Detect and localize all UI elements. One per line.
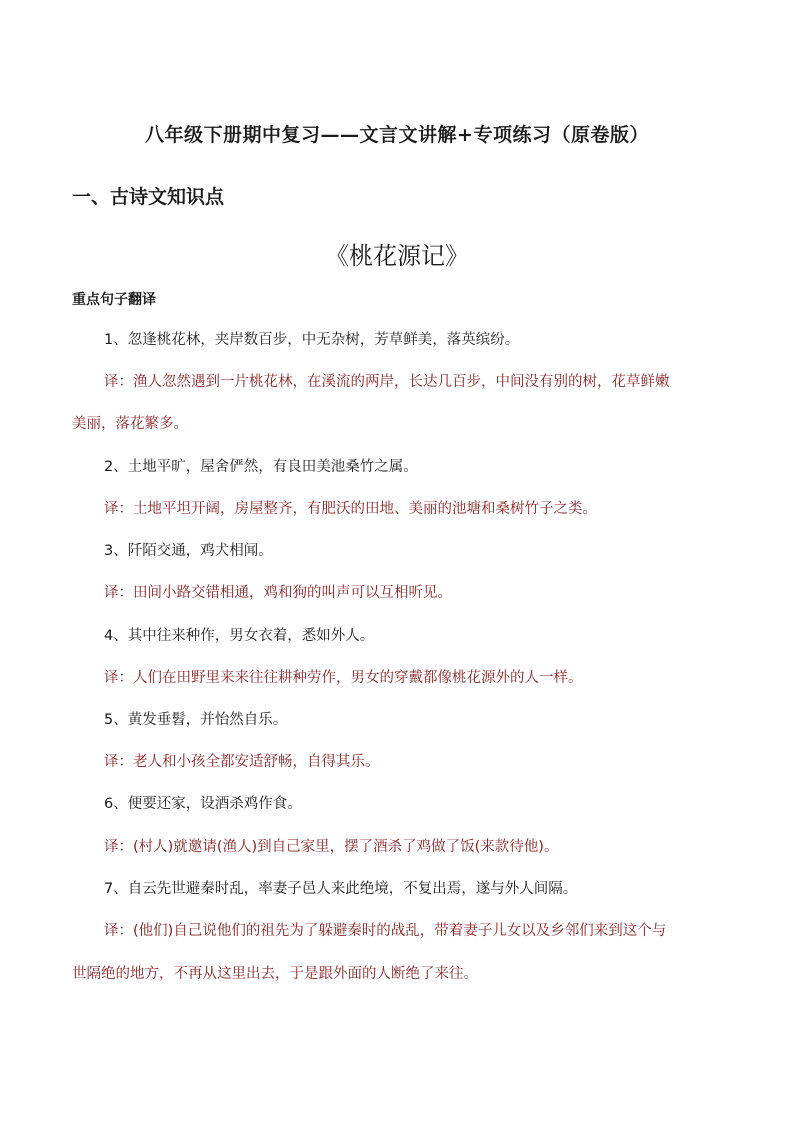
document-title: 八年级下册期中复习——文言文讲解+专项练习（原卷版）: [145, 124, 649, 146]
sentence-2: 2、土地平旷，屋舍俨然，有良田美池桑竹之属。: [104, 459, 418, 475]
translation-7-line-2: 世隔绝的地方，不再从这里出去，于是跟外面的人断绝了来往。: [72, 966, 478, 982]
translation-2: 译：土地平坦开阔，房屋整齐，有肥沃的田地、美丽的池塘和桑树竹子之类。: [104, 501, 597, 517]
translation-5: 译：老人和小孩全都安适舒畅，自得其乐。: [104, 754, 380, 770]
sentence-5: 5、黄发垂髫，并怡然自乐。: [104, 712, 288, 728]
translation-6: 译：(村人)就邀请(渔人)到自己家里，摆了酒杀了鸡做了饭(来款待他)。: [104, 839, 559, 855]
sentence-7: 7、自云先世避秦时乱，率妻子邑人来此绝境，不复出焉，遂与外人间隔。: [104, 881, 578, 897]
section-heading: 一、古诗文知识点: [72, 186, 225, 208]
translation-1-line-2: 美丽，落花繁多。: [72, 416, 188, 432]
translation-7-line-1: 译：(他们)自己说他们的祖先为了躲避秦时的战乱，带着妻子儿女以及乡邻们来到这个与: [104, 923, 667, 939]
sentence-6: 6、便要还家，设酒杀鸡作食。: [104, 796, 302, 812]
sentence-4: 4、其中往来种作，男女衣着，悉如外人。: [104, 628, 375, 644]
translation-1-line-1: 译：渔人忽然遇到一片桃花林，在溪流的两岸，长达几百步，中间没有别的树，花草鲜嫩: [104, 374, 670, 390]
sentence-1: 1、忽逢桃花林，夹岸数百步，中无杂树，芳草鲜美，落英缤纷。: [104, 332, 520, 348]
translation-3: 译：田间小路交错相通，鸡和狗的叫声可以互相听见。: [104, 585, 452, 601]
translation-4: 译：人们在田野里来来往往耕种劳作，男女的穿戴都像桃花源外的人一样。: [104, 670, 583, 686]
sentence-3: 3、阡陌交通，鸡犬相闻。: [104, 543, 273, 559]
essay-title: 《桃花源记》: [325, 242, 469, 270]
sub-heading: 重点句子翻译: [72, 292, 156, 308]
